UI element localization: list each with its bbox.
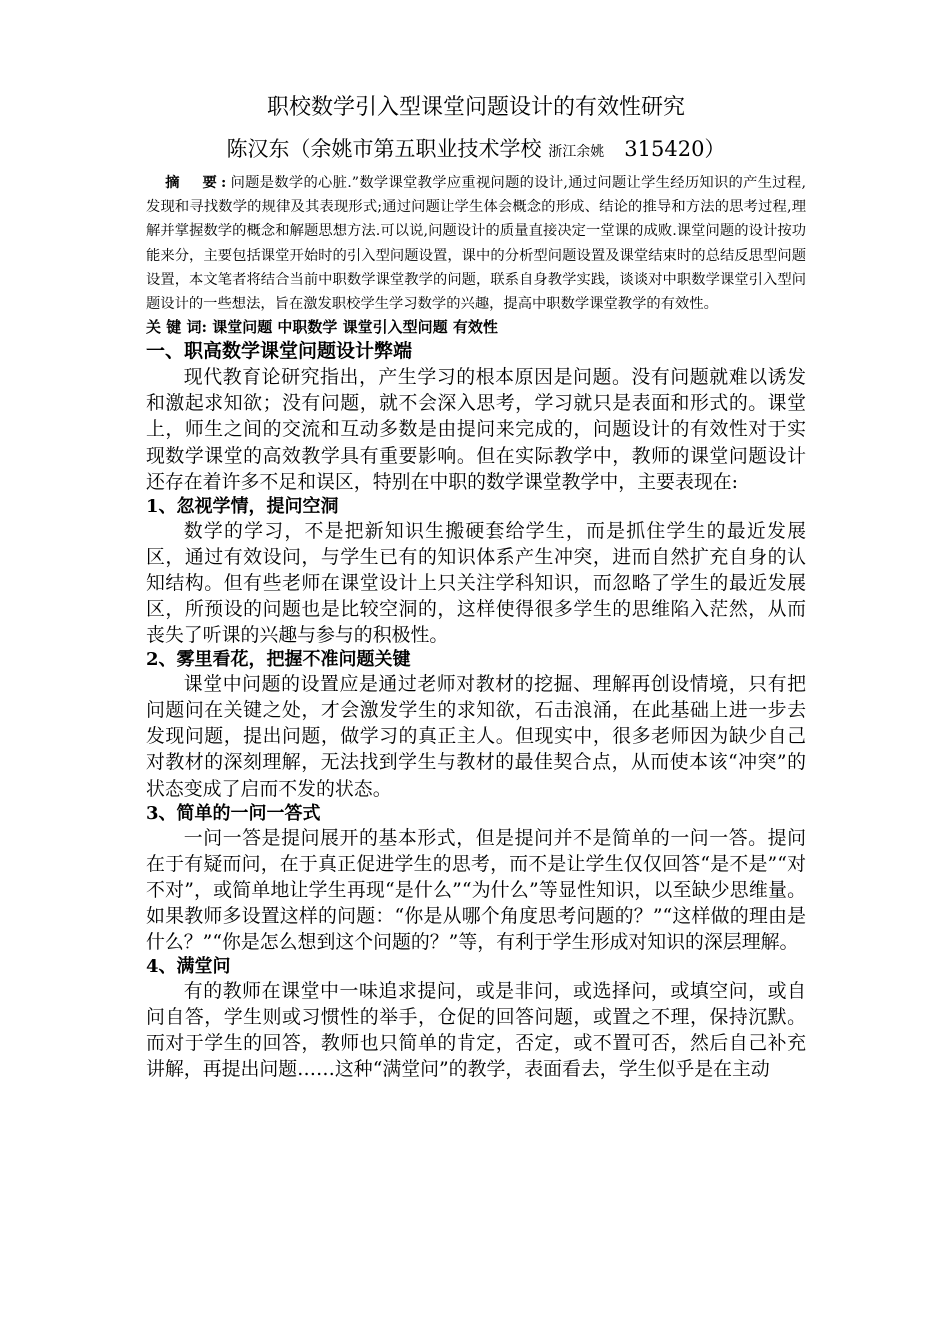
- subsection-heading: 4、满堂问: [146, 956, 231, 978]
- keywords: 关 键 词: 课堂问题 中职数学 课堂引入型问题 有效性: [146, 318, 498, 337]
- subsection-heading: 1、忽视学情，提问空洞: [146, 495, 339, 517]
- section-heading: 一、职高数学课堂问题设计弊端: [146, 340, 413, 363]
- subsection-paragraph: 一问一答是提问展开的基本形式，但是提问并不是简单的一问一答。提问在于有疑而问，在于真正促进学生的思考，而不是让学生仅仅回答“是不是”“对不对”，或简单地让学生再现“是什么”“为什么”等显性知识，以至缺少思维量。如果教师多设置这样的问题：“你是从哪个角度思考问题的？”“这样做的理由是什么？”“你是怎么想到这个问题的？”等，有利于学生形成对知识的深层理解。: [146, 826, 806, 953]
- subsection-heading: 2、雾里看花，把握不准问题关键: [146, 649, 411, 671]
- paper-title: 职校数学引入型课堂问题设计的有效性研究: [266, 95, 685, 120]
- document-page: [146, 92, 806, 1082]
- author-location: 浙江余姚: [548, 144, 605, 160]
- subsection-paragraph: 课堂中问题的设置应是通过老师对教材的挖掘、理解再创设情境，只有把问题问在关键之处，才会激发学生的求知欲，石击浪涌，在此基础上进一步去发现问题，提出问题，做学习的真正主人。但现实中，很多老师因为缺少自己对教材的深刻理解，无法找到学生与教材的最佳契合点，从而使本该“冲突”的状态变成了启而不发的状态。: [146, 673, 806, 800]
- author-postcode: 315420）: [624, 137, 726, 161]
- section-intro-paragraph: 现代教育论研究指出，产生学习的根本原因是问题。没有问题就难以诱发和激起求知欲；没有问题，就不会深入思考，学习就只是表面和形式的。课堂上，师生之间的交流和互动多数是由提问来完成的，问题设计的有效性对于实现数学课堂的高效教学具有重要影响。但在实际教学中，教师的课堂问题设计还存在着许多不足和误区，特别在中职的数学课堂教学中，主要表现在:: [146, 366, 806, 493]
- abstract-text: 问题是数学的心脏.”数学课堂教学应重视问题的设计,通过问题让学生经历知识的产生过程,发现和寻找数学的规律及其表现形式;通过问题让学生体会概念的形成、结论的推导和方法的思考过程,理解并掌握数学的概念和解题思想方法.可以说,问题设计的质量直接决定一堂课的成败.课堂问题的设计按功能来分，主要包括课堂开始时的引入型问题设置，课中的分析型问题设置及课堂结束时的总结反思型问题设置，本文笔者将结合当前中职数学课堂教学的问题，联系自身教学实践，谈谈对中职数学课堂引入型问题设计的一些想法，旨在激发职校学生学习数学的兴趣，提高中职数学课堂教学的有效性。: [146, 175, 806, 313]
- abstract: [146, 171, 806, 316]
- abstract-label: 摘 要:: [165, 175, 231, 191]
- author-line: [146, 134, 806, 167]
- subsection-heading: 3、简单的一问一答式: [146, 802, 321, 824]
- subsection-paragraph: 有的教师在课堂中一味追求提问，或是非问，或选择问，或填空问，或自问自答，学生则或习惯性的举手，仓促的回答问题，或置之不理，保持沉默。而对于学生的回答，教师也只简单的肯定，否定，或不置可否，然后自己补充讲解，再提出问题……这种“满堂问”的教学，表面看去，学生似乎是在主动: [146, 980, 806, 1081]
- subsection-paragraph: 数学的学习，不是把新知识生搬硬套给学生，而是抓住学生的最近发展区，通过有效设问，与学生已有的知识体系产生冲突，进而自然扩充自身的认知结构。但有些老师在课堂设计上只关注学科知识，而忽略了学生的最近发展区，所预设的问题也是比较空洞的，这样使得很多学生的思维陷入茫然，从而丧失了听课的兴趣与参与的积极性。: [146, 519, 806, 647]
- author-name-school: 陈汉东（余姚市第五职业技术学校: [226, 137, 542, 161]
